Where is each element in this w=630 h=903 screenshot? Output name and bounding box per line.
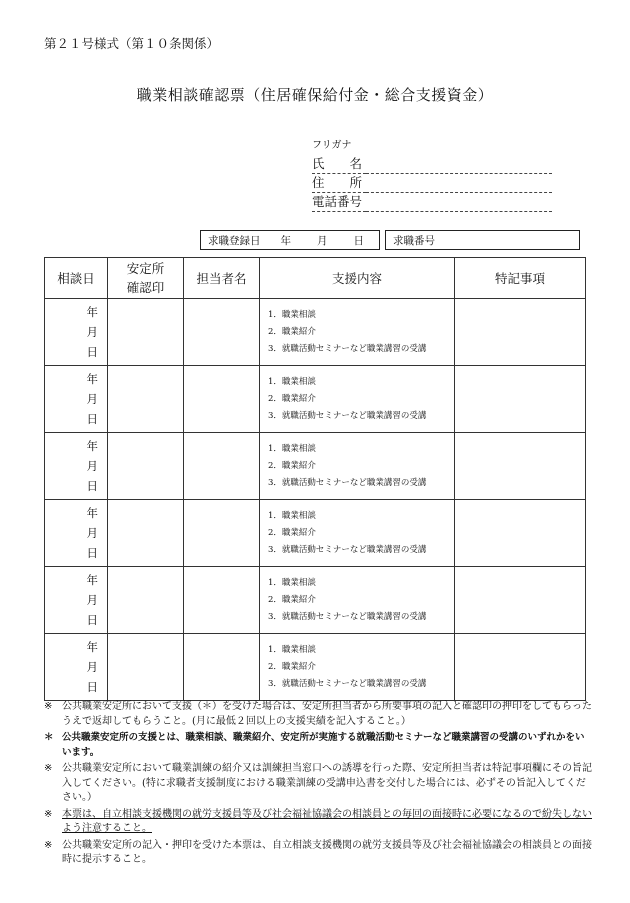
date-cell[interactable] <box>45 366 108 433</box>
registration-number-box[interactable] <box>385 230 580 250</box>
address-label: 住 所 <box>312 173 366 193</box>
phone-label: 電話番号 <box>312 192 366 212</box>
registration-month-label: 月 <box>317 234 328 247</box>
name-label: 氏 名 <box>312 154 366 174</box>
support-cell[interactable] <box>260 500 455 567</box>
year-label: 年 <box>86 640 98 654</box>
date-cell[interactable] <box>45 567 108 634</box>
table-row <box>45 433 586 500</box>
table-row <box>45 634 586 701</box>
date-cell[interactable] <box>45 433 108 500</box>
table-row <box>45 500 586 567</box>
day-label: 日 <box>86 479 98 493</box>
remarks-cell[interactable] <box>455 299 586 366</box>
year-label: 年 <box>86 506 98 520</box>
staff-cell[interactable] <box>184 634 260 701</box>
note-item <box>44 808 592 837</box>
table-row <box>45 299 586 366</box>
month-label: 月 <box>86 660 98 674</box>
support-item-referral: 2．職業紹介 <box>268 594 316 605</box>
note-item <box>44 731 592 760</box>
registration-date-box[interactable] <box>200 230 380 250</box>
note-text: 公共職業安定所の支援とは、職業相談、職業紹介、安定所が実施する就職活動セミナーなど職業講習の受講のいずれかをいいます。 <box>62 732 585 758</box>
phone-field[interactable] <box>312 193 552 212</box>
remarks-cell[interactable] <box>455 366 586 433</box>
note-mark: ＊ <box>44 732 54 743</box>
day-label: 日 <box>86 546 98 560</box>
support-item-seminar: 3．就職活動セミナーなど職業講習の受講 <box>268 477 427 488</box>
day-label: 日 <box>86 345 98 359</box>
month-label: 月 <box>86 593 98 607</box>
support-item-seminar: 3．就職活動セミナーなど職業講習の受講 <box>268 611 427 622</box>
registration-day-label: 日 <box>353 234 364 247</box>
support-item-seminar: 3．就職活動セミナーなど職業講習の受講 <box>268 678 427 689</box>
day-label: 日 <box>86 680 98 694</box>
month-label: 月 <box>86 526 98 540</box>
header-support: 支援内容 <box>260 258 455 299</box>
date-cell[interactable] <box>45 299 108 366</box>
name-input-line[interactable] <box>366 157 552 174</box>
support-item-seminar: 3．就職活動セミナーなど職業講習の受講 <box>268 343 427 354</box>
seal-cell[interactable] <box>108 299 184 366</box>
registration-number-label: 求職番号 <box>393 234 435 247</box>
furigana-label: フリガナ <box>312 140 352 151</box>
support-item-referral: 2．職業紹介 <box>268 326 316 337</box>
table-row <box>45 567 586 634</box>
note-mark: ※ <box>44 808 53 820</box>
month-label: 月 <box>86 392 98 406</box>
note-mark: ※ <box>44 839 53 851</box>
year-label: 年 <box>86 305 98 319</box>
day-label: 日 <box>86 613 98 627</box>
note-mark: ※ <box>44 763 53 774</box>
applicant-fields <box>312 136 552 212</box>
seal-cell[interactable] <box>108 567 184 634</box>
staff-cell[interactable] <box>184 299 260 366</box>
name-field[interactable] <box>312 155 552 174</box>
date-cell[interactable] <box>45 634 108 701</box>
support-item-referral: 2．職業紹介 <box>268 661 316 672</box>
remarks-cell[interactable] <box>455 634 586 701</box>
registration-date-label: 求職登録日 <box>208 234 261 247</box>
header-seal-line2: 確認印 <box>126 280 165 295</box>
note-text: 公共職業安定所において支援（＊）を受けた場合は、安定所担当者から所要事項の記入と確認印の押印をしてもらったうえで返却してもらうこと。(月に最低２回以上の支援実績を記入すること。） <box>62 701 592 727</box>
header-staff: 担当者名 <box>184 258 260 299</box>
seal-cell[interactable] <box>108 500 184 567</box>
page-title: 職業相談確認票（住居確保給付金・総合支援資金） <box>136 86 494 104</box>
address-input-line[interactable] <box>366 176 552 193</box>
notes-section <box>44 700 592 870</box>
support-item-referral: 2．職業紹介 <box>268 527 316 538</box>
day-label: 日 <box>86 412 98 426</box>
year-label: 年 <box>86 573 98 587</box>
support-item-consultation: 1．職業相談 <box>268 376 316 387</box>
support-cell[interactable] <box>260 634 455 701</box>
staff-cell[interactable] <box>184 366 260 433</box>
remarks-cell[interactable] <box>455 433 586 500</box>
month-label: 月 <box>86 325 98 339</box>
seal-cell[interactable] <box>108 634 184 701</box>
consultation-table <box>44 257 586 701</box>
note-text: 本票は、自立相談支援機関の就労支援員等及び社会福祉協議会の相談員との毎回の面接時に必要になるので紛失しないよう注意すること。 <box>62 808 592 834</box>
support-item-consultation: 1．職業相談 <box>268 644 316 655</box>
seal-cell[interactable] <box>108 366 184 433</box>
support-cell[interactable] <box>260 433 455 500</box>
remarks-cell[interactable] <box>455 567 586 634</box>
year-label: 年 <box>86 372 98 386</box>
phone-input-line[interactable] <box>366 195 552 212</box>
support-item-consultation: 1．職業相談 <box>268 577 316 588</box>
table-row <box>45 366 586 433</box>
support-item-consultation: 1．職業相談 <box>268 309 316 320</box>
header-date: 相談日 <box>45 258 108 299</box>
header-seal-line1: 安定所 <box>126 261 165 276</box>
note-item <box>44 700 592 729</box>
registration-year-label: 年 <box>280 234 291 247</box>
date-cell[interactable] <box>45 500 108 567</box>
support-item-seminar: 3．就職活動セミナーなど職業講習の受講 <box>268 410 427 421</box>
support-cell[interactable] <box>260 366 455 433</box>
header-remarks: 特記事項 <box>455 258 586 299</box>
form-number: 第２１号様式（第１０条関係） <box>44 36 220 51</box>
seal-cell[interactable] <box>108 433 184 500</box>
table-header-row <box>45 258 586 299</box>
header-seal <box>108 258 184 299</box>
support-item-consultation: 1．職業相談 <box>268 510 316 521</box>
month-label: 月 <box>86 459 98 473</box>
support-item-referral: 2．職業紹介 <box>268 393 316 404</box>
support-item-consultation: 1．職業相談 <box>268 443 316 454</box>
support-item-seminar: 3．就職活動セミナーなど職業講習の受講 <box>268 544 427 555</box>
staff-cell[interactable] <box>184 500 260 567</box>
note-item <box>44 762 592 806</box>
support-item-referral: 2．職業紹介 <box>268 460 316 471</box>
staff-cell[interactable] <box>184 567 260 634</box>
address-field[interactable] <box>312 174 552 193</box>
note-mark: ※ <box>44 701 53 712</box>
remarks-cell[interactable] <box>455 500 586 567</box>
support-cell[interactable] <box>260 567 455 634</box>
support-cell[interactable] <box>260 299 455 366</box>
note-text: 公共職業安定所において職業訓練の紹介又は訓練担当窓口への誘導を行った際、安定所担当者は特記事項欄にその旨記入してください。(特に求職者支援制度における職業訓練の受講申込書を交付した場合には、必ずその旨記入してください。） <box>62 763 592 803</box>
note-text: 公共職業安定所の記入・押印を受けた本票は、自立相談支援機関の就労支援員等及び社会福祉協議会の相談員との面接時に提示すること。 <box>62 839 592 865</box>
staff-cell[interactable] <box>184 433 260 500</box>
note-item <box>44 839 592 868</box>
year-label: 年 <box>86 439 98 453</box>
